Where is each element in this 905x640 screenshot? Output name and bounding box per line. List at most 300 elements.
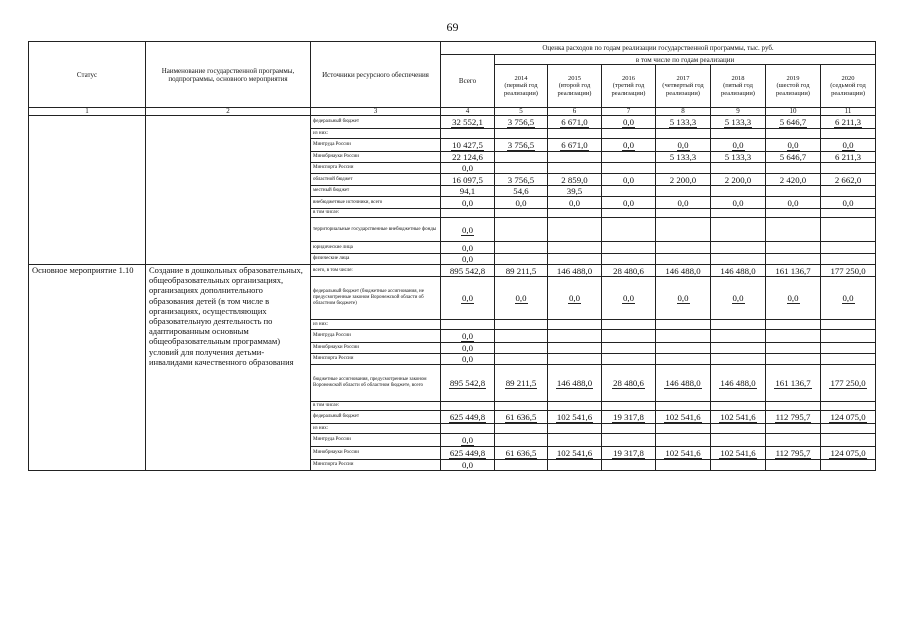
year-value-cell (766, 447, 821, 460)
column-number: 3 (311, 108, 441, 116)
year-value-cell (821, 265, 876, 277)
value-text: 0,0 (515, 197, 527, 208)
name-cell-empty (146, 116, 311, 265)
year-value-cell (495, 218, 548, 242)
year-value-cell (711, 330, 766, 343)
value-text: 0,0 (462, 354, 473, 364)
year-value-cell (548, 209, 602, 218)
year-value-cell (602, 209, 656, 218)
year-value-cell (602, 365, 656, 402)
value-text: 0,0 (623, 197, 634, 208)
year-value-cell (766, 265, 821, 277)
year-value-cell (766, 343, 821, 354)
year-value-cell (656, 343, 711, 354)
value-text: 124 075,0 (830, 448, 866, 458)
value-text: 0,0 (462, 254, 473, 264)
year-value-cell (656, 254, 711, 265)
value-text: 2 200,0 (724, 174, 752, 185)
name-cell: Создание в дошкольных образовательных, общеобразовательных организациях, организациях дополнительного образования детей (в том числе в организациях, осуществляющих образовательную деятельность по адаптированным основным общеобразовательным программам) условий для получения детьми-инвалидами качественного образования (146, 265, 311, 471)
total-cell (441, 277, 495, 320)
value-text: 895 542,8 (449, 265, 486, 276)
header-year-2017 (656, 65, 711, 108)
year-value-cell (821, 365, 876, 402)
year-value-cell (548, 460, 602, 471)
header-year-label: (седьмой год реализации) (830, 82, 866, 97)
year-value-cell (548, 163, 602, 174)
year-value-cell (602, 197, 656, 209)
value-text: 0,0 (462, 224, 473, 235)
year-value-cell (495, 242, 548, 254)
year-value-cell (495, 129, 548, 139)
year-value-cell (602, 434, 656, 447)
value-text: 3 756,5 (507, 174, 535, 185)
year-value-cell (711, 209, 766, 218)
year-value-cell (548, 424, 602, 434)
year-value-cell (656, 129, 711, 139)
source-cell: Минобрнауки России (311, 447, 441, 460)
total-cell (441, 402, 495, 411)
value-text: 89 211,5 (505, 265, 537, 276)
year-value-cell (766, 209, 821, 218)
value-text: 102 541,6 (720, 412, 756, 422)
total-cell (441, 447, 495, 460)
year-value-cell (711, 139, 766, 152)
source-cell: в том числе: (311, 209, 441, 218)
year-value-cell (766, 197, 821, 209)
total-cell (441, 424, 495, 434)
year-value-cell (656, 174, 711, 186)
value-text: 6 671,0 (561, 117, 588, 127)
value-text: 102 541,6 (665, 448, 701, 458)
year-value-cell (602, 330, 656, 343)
budget-table (28, 41, 876, 471)
year-value-cell (656, 277, 711, 320)
value-text: 0,0 (677, 197, 689, 208)
header-sources: Источники ресурсного обеспечения (311, 42, 441, 108)
header-year-number: 2020 (841, 74, 855, 82)
year-value-cell (548, 152, 602, 163)
value-text: 177 250,0 (830, 378, 866, 388)
year-value-cell (656, 402, 711, 411)
year-value-cell (548, 411, 602, 424)
year-value-cell (766, 139, 821, 152)
year-value-cell (711, 354, 766, 365)
value-text: 895 542,8 (449, 378, 486, 388)
year-value-cell (711, 411, 766, 424)
total-cell (441, 434, 495, 447)
total-cell (441, 139, 495, 152)
total-cell (441, 242, 495, 254)
total-cell (441, 186, 495, 197)
year-value-cell (766, 163, 821, 174)
year-value-cell (602, 320, 656, 330)
year-value-cell (548, 218, 602, 242)
source-cell: территориальные государственные внебюджетные фонды (311, 218, 441, 242)
year-value-cell (495, 320, 548, 330)
year-value-cell (821, 242, 876, 254)
year-value-cell (602, 277, 656, 320)
value-text: 0,0 (623, 293, 634, 303)
year-value-cell (495, 139, 548, 152)
year-value-cell (656, 330, 711, 343)
year-value-cell (495, 277, 548, 320)
year-value-cell (548, 365, 602, 402)
value-text: 0,0 (462, 242, 473, 253)
year-value-cell (602, 460, 656, 471)
value-text: 6 211,3 (834, 117, 862, 127)
source-cell: областной бюджет (311, 174, 441, 186)
year-value-cell (495, 330, 548, 343)
table-row (29, 116, 876, 129)
value-text: 0,0 (462, 163, 473, 173)
year-value-cell (495, 265, 548, 277)
year-value-cell (821, 354, 876, 365)
year-value-cell (495, 174, 548, 186)
value-text: 0,0 (677, 140, 689, 150)
total-cell (441, 174, 495, 186)
year-value-cell (656, 209, 711, 218)
source-cell: юридические лица (311, 242, 441, 254)
year-value-cell (548, 254, 602, 265)
year-value-cell (711, 163, 766, 174)
value-text: 625 449,8 (449, 448, 486, 458)
value-text: 102 541,6 (720, 448, 756, 458)
year-value-cell (766, 434, 821, 447)
value-text: 177 250,0 (830, 265, 866, 276)
source-cell: Минобрнауки России (311, 343, 441, 354)
year-value-cell (656, 365, 711, 402)
year-value-cell (821, 209, 876, 218)
source-cell: Минтруда России (311, 139, 441, 152)
value-text: 0,0 (842, 293, 854, 303)
source-cell: внебюджетные источники, всего (311, 197, 441, 209)
header-year-number: 2017 (676, 74, 690, 82)
year-value-cell (602, 343, 656, 354)
year-value-cell (711, 434, 766, 447)
year-value-cell (548, 265, 602, 277)
year-value-cell (602, 402, 656, 411)
year-value-cell (602, 218, 656, 242)
value-text: 0,0 (462, 293, 473, 303)
value-text: 0,0 (462, 460, 473, 470)
header-year-label: (пятый год реализации) (721, 82, 755, 97)
value-text: 0,0 (732, 293, 744, 303)
year-value-cell (548, 330, 602, 343)
year-value-cell (495, 411, 548, 424)
value-text: 625 449,8 (449, 412, 486, 422)
value-text: 146 488,0 (720, 378, 756, 388)
value-text: 22 124,6 (452, 152, 483, 162)
total-cell (441, 330, 495, 343)
source-cell: из них: (311, 320, 441, 330)
year-value-cell (656, 320, 711, 330)
year-value-cell (602, 174, 656, 186)
year-value-cell (548, 242, 602, 254)
header-year-number: 2014 (514, 74, 528, 82)
value-text: 19 317,8 (613, 412, 644, 422)
year-value-cell (548, 354, 602, 365)
year-value-cell (495, 209, 548, 218)
source-cell: федеральный бюджет (бюджетные ассигнования, не предусмотренные законом Воронежской области об областном бюджете) (311, 277, 441, 320)
year-value-cell (711, 424, 766, 434)
year-value-cell (766, 277, 821, 320)
value-text: 0,0 (677, 293, 689, 303)
year-value-cell (548, 447, 602, 460)
header-year-label: (второй год реализации) (557, 82, 592, 97)
value-text: 0,0 (842, 197, 854, 208)
total-cell (441, 320, 495, 330)
year-value-cell (711, 129, 766, 139)
value-text: 0,0 (787, 140, 799, 150)
year-value-cell (656, 434, 711, 447)
value-text: 5 133,3 (724, 152, 752, 162)
year-value-cell (495, 424, 548, 434)
year-value-cell (821, 163, 876, 174)
year-value-cell (495, 354, 548, 365)
year-value-cell (711, 116, 766, 129)
year-value-cell (766, 116, 821, 129)
year-value-cell (656, 447, 711, 460)
year-value-cell (711, 343, 766, 354)
year-value-cell (495, 186, 548, 197)
year-value-cell (766, 411, 821, 424)
year-value-cell (656, 460, 711, 471)
year-value-cell (821, 434, 876, 447)
total-cell (441, 411, 495, 424)
year-value-cell (766, 186, 821, 197)
year-value-cell (602, 116, 656, 129)
value-text: 28 480,6 (613, 378, 644, 388)
year-value-cell (495, 460, 548, 471)
source-cell: Минтруда России (311, 330, 441, 343)
year-value-cell (602, 254, 656, 265)
value-text: 32 552,1 (452, 117, 483, 127)
year-value-cell (602, 186, 656, 197)
value-text: 3 756,5 (507, 140, 535, 150)
value-text: 2 420,0 (779, 174, 807, 185)
year-value-cell (548, 174, 602, 186)
year-value-cell (766, 365, 821, 402)
column-number: 6 (548, 108, 602, 116)
year-value-cell (711, 242, 766, 254)
header-year-2014 (495, 65, 548, 108)
header-year-label: (первый год реализации) (504, 82, 538, 97)
year-value-cell (656, 197, 711, 209)
year-value-cell (821, 447, 876, 460)
column-number: 2 (146, 108, 311, 116)
year-value-cell (602, 265, 656, 277)
header-year-2019 (766, 65, 821, 108)
value-text: 0,0 (623, 174, 634, 185)
value-text: 112 795,7 (775, 448, 811, 458)
source-cell: бюджетные ассигнования, предусмотренные законом Воронежской области об областном бюджете, всего (311, 365, 441, 402)
value-text: 0,0 (569, 293, 580, 303)
value-text: 2 200,0 (669, 174, 697, 185)
year-value-cell (711, 174, 766, 186)
year-value-cell (821, 218, 876, 242)
page-number: 69 (446, 20, 459, 34)
year-value-cell (602, 152, 656, 163)
source-cell: федеральный бюджет (311, 116, 441, 129)
value-text: 0,0 (842, 140, 854, 150)
header-estimate: Оценка расходов по годам реализации государственной программы, тыс. руб. (441, 42, 876, 55)
total-cell (441, 365, 495, 402)
value-text: 102 541,6 (556, 448, 593, 458)
value-text: 0,0 (462, 331, 473, 341)
source-cell: всего, в том числе: (311, 265, 441, 277)
year-value-cell (766, 402, 821, 411)
header-by-years: в том числе по годам реализации (495, 55, 876, 65)
header-year-2016 (602, 65, 656, 108)
year-value-cell (711, 447, 766, 460)
value-text: 5 646,7 (779, 152, 807, 162)
year-value-cell (821, 139, 876, 152)
value-text: 5 133,3 (669, 117, 697, 127)
value-text: 61 636,5 (505, 448, 537, 458)
column-number: 9 (711, 108, 766, 116)
value-text: 0,0 (569, 197, 580, 208)
value-text: 10 427,5 (452, 140, 483, 150)
year-value-cell (821, 330, 876, 343)
value-text: 0,0 (787, 293, 799, 303)
year-value-cell (711, 277, 766, 320)
value-text: 146 488,0 (665, 265, 701, 276)
year-value-cell (766, 424, 821, 434)
year-value-cell (495, 152, 548, 163)
value-text: 61 636,5 (505, 412, 537, 422)
total-cell (441, 116, 495, 129)
year-value-cell (711, 320, 766, 330)
source-cell: физические лица (311, 254, 441, 265)
value-text: 124 075,0 (830, 412, 866, 422)
year-value-cell (495, 163, 548, 174)
value-text: 0,0 (787, 197, 799, 208)
year-value-cell (495, 116, 548, 129)
total-cell (441, 254, 495, 265)
year-value-cell (821, 424, 876, 434)
value-text: 0,0 (462, 435, 473, 445)
value-text: 0,0 (623, 117, 634, 127)
year-value-cell (548, 116, 602, 129)
source-cell: в том числе: (311, 402, 441, 411)
year-value-cell (821, 460, 876, 471)
year-value-cell (548, 139, 602, 152)
value-text: 146 488,0 (556, 265, 593, 276)
value-text: 112 795,7 (775, 412, 811, 422)
value-text: 28 480,6 (613, 265, 644, 276)
year-value-cell (821, 320, 876, 330)
year-value-cell (821, 402, 876, 411)
year-value-cell (548, 434, 602, 447)
year-value-cell (766, 129, 821, 139)
source-cell: Минтруда России (311, 434, 441, 447)
header-year-2015 (548, 65, 602, 108)
column-number: 4 (441, 108, 495, 116)
year-value-cell (656, 163, 711, 174)
year-value-cell (602, 354, 656, 365)
total-cell (441, 343, 495, 354)
year-value-cell (711, 186, 766, 197)
year-value-cell (766, 152, 821, 163)
year-value-cell (711, 365, 766, 402)
value-text: 54,6 (513, 186, 529, 196)
table-row (29, 265, 876, 277)
year-value-cell (548, 197, 602, 209)
year-value-cell (656, 186, 711, 197)
status-cell-empty (29, 116, 146, 265)
value-text: 0,0 (732, 197, 744, 208)
year-value-cell (821, 197, 876, 209)
year-value-cell (766, 330, 821, 343)
year-value-cell (766, 242, 821, 254)
value-text: 2 662,0 (834, 174, 862, 185)
year-value-cell (711, 402, 766, 411)
source-cell: Минспорта России (311, 354, 441, 365)
header-year-2018 (711, 65, 766, 108)
year-value-cell (821, 116, 876, 129)
value-text: 6 671,0 (561, 140, 588, 150)
source-cell: из них: (311, 129, 441, 139)
year-value-cell (495, 434, 548, 447)
year-value-cell (602, 411, 656, 424)
header-year-number: 2015 (568, 74, 581, 82)
value-text: 0,0 (623, 140, 634, 150)
source-cell: из них: (311, 424, 441, 434)
column-number: 1 (29, 108, 146, 116)
year-value-cell (602, 129, 656, 139)
value-text: 19 317,8 (613, 448, 644, 458)
year-value-cell (495, 254, 548, 265)
value-text: 39,5 (566, 186, 583, 196)
year-value-cell (711, 152, 766, 163)
year-value-cell (711, 460, 766, 471)
value-text: 146 488,0 (720, 265, 756, 276)
header-name: Наименование государственной программы, подпрограммы, основного мероприятия (146, 42, 311, 108)
value-text: 5 133,3 (669, 152, 697, 162)
total-cell (441, 354, 495, 365)
year-value-cell (656, 354, 711, 365)
total-cell (441, 460, 495, 471)
value-text: 102 541,6 (556, 412, 593, 422)
value-text: 0,0 (515, 293, 527, 303)
year-value-cell (821, 174, 876, 186)
source-cell: Минобрнауки России (311, 152, 441, 163)
value-text: 3 756,5 (507, 117, 535, 127)
value-text: 5 133,3 (724, 117, 752, 127)
year-value-cell (821, 129, 876, 139)
year-value-cell (548, 320, 602, 330)
year-value-cell (656, 411, 711, 424)
column-number: 11 (821, 108, 876, 116)
source-cell: федеральный бюджет (311, 411, 441, 424)
year-value-cell (656, 265, 711, 277)
value-text: 0,0 (462, 197, 473, 208)
year-value-cell (821, 186, 876, 197)
value-text: 0,0 (462, 343, 473, 353)
header-total: Всего (441, 55, 495, 108)
year-value-cell (548, 343, 602, 354)
column-number: 5 (495, 108, 548, 116)
year-value-cell (656, 116, 711, 129)
year-value-cell (548, 129, 602, 139)
year-value-cell (711, 218, 766, 242)
year-value-cell (656, 152, 711, 163)
year-value-cell (602, 424, 656, 434)
source-cell: Минспорта России (311, 163, 441, 174)
year-value-cell (821, 254, 876, 265)
year-value-cell (656, 424, 711, 434)
value-text: 6 211,3 (834, 152, 862, 162)
